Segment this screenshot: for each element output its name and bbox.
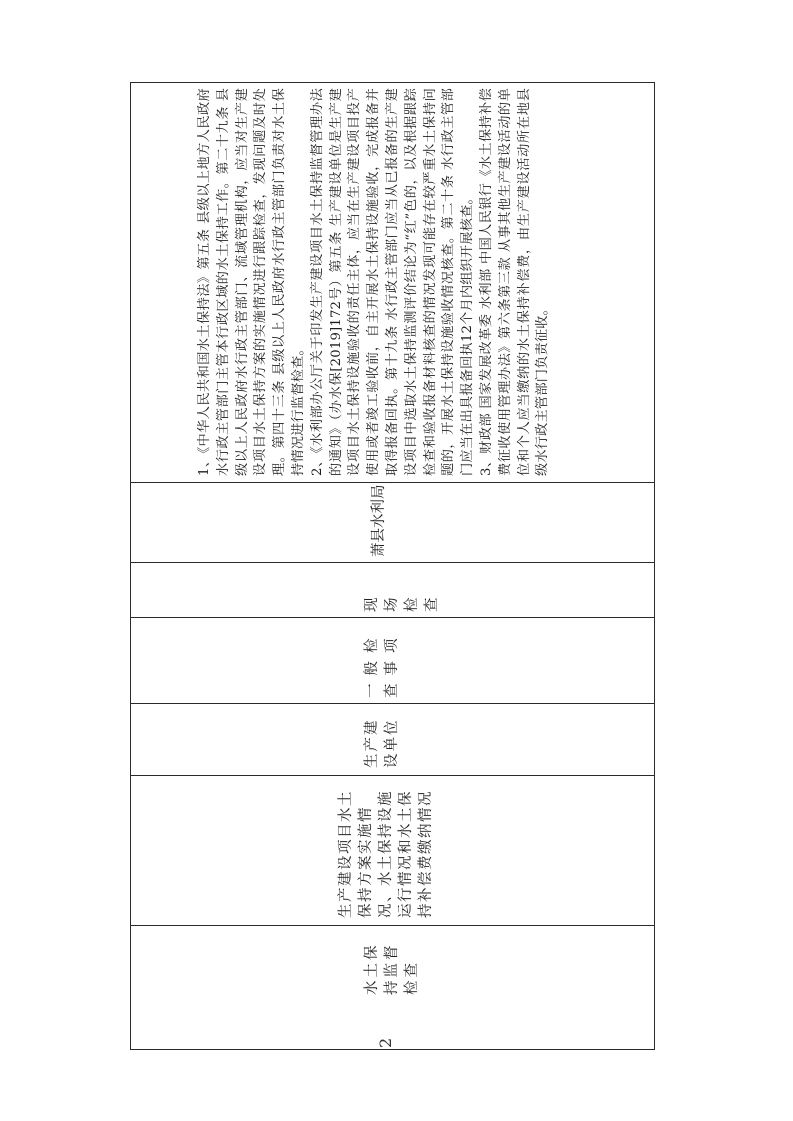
page-number: 2 (376, 1037, 395, 1048)
method-cell: 现场检查 (364, 587, 440, 612)
table-divider (130, 925, 655, 926)
legal-basis-paragraph: 3、财政部 国家发展改革委 水利部 中国人民银行《水土保持补偿费征收使用管理办法》第六条第三款 从事其他生产建设活动的单位和个人应当缴纳的水土保持补偿费，由生产建设活动所在地县级水行政主管部门负责征收。 (478, 88, 551, 476)
legal-basis-paragraph: 2、《水利部办公厅关于印发生产建设项目水土保持监督管理办法的通知》（办水保[2019]172号）第五条 生产建设单位是生产建设项目水土保持设施验收的责任主体，应当在生产建设项目投产使用或者竣工验收前，自主开展水土保持设施验收，完成报备并取得报备回执。第十九条 水行政主管部门应当从已报备的生产建设项目中选取水土保持监测评价结论为“红”色的，以及根据跟踪检查和验收报备材料核查的情况发现可能存在较严重水土保持问题的，开展水土保持设施验收情况核查。第二十条 水行政主管部门应当在出具报备回执12个月内组织开展核查。 (309, 88, 476, 476)
legal-basis-paragraph: 1、《中华人民共和国水土保持法》第五条 县级以上地方人民政府水行政主管部门主管本行政区域的水土保持工作。第二十九条 县级以上人民政府水行政主管部门、流域管理机构，应当对生产建设项目水土保持方案的实施情况进行跟踪检查，发现问题及时处理。第四十三条 县级以上人民政府水行政主管部门负责对水土保持情况进行监督检查。 (197, 88, 306, 476)
table-divider (130, 775, 655, 776)
table-divider (130, 562, 655, 563)
matter-type-cell: 一般检查事项 (364, 630, 400, 698)
legal-basis-cell (196, 88, 564, 476)
department-cell: 萧县水利局 (371, 484, 387, 557)
table-divider (130, 617, 655, 618)
content-cell: 生产建设项目水土保持方案实施情况、水土保持设施运行情况和水土保持补偿费缴纳情况 (338, 790, 434, 918)
item-cell: 水土保持监督检查 (364, 942, 420, 995)
object-cell: 生产建设单位 (364, 718, 400, 768)
